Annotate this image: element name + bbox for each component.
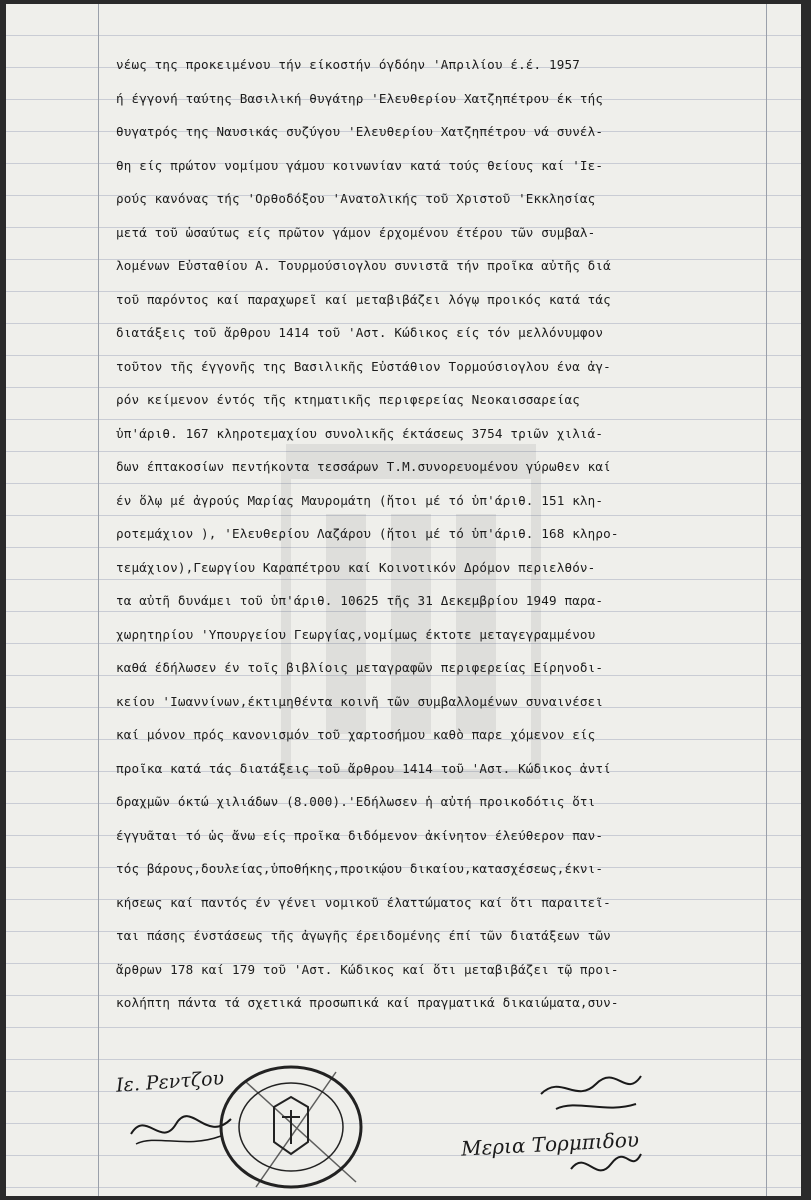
left-signature: Ιε. Ρεντζου [115,1067,225,1097]
text-line: προῖκα κατά τάς διατάξεις τοῦ ἄρθρου 1414 τοῦ 'Αστ. Κώδικος ἀντί [116,760,611,776]
document-page [6,4,801,1196]
right-margin-line [766,4,767,1196]
text-line: λομένων Εὐσταθίου Α. Τουρμούσιογλου συνιστᾶ τήν προῖκα αὐτῆς διά [116,258,611,273]
text-line: μετά τοῦ ὡσαύτως είς πρῶτον γάμον έρχομένου έτέρου τῶν συμβαλ- [116,224,596,240]
text-line: τοῦτον τῆς έγγονῆς της Βασιλικῆς Εὐστάθιον Τορμούσιογλου ένα ἀγ- [116,358,611,374]
signature-scribble-icon [536,1064,646,1124]
text-line: ρούς κανόνας τής 'Ορθοδόξου 'Ανατολικής τοῦ Χριστοῦ 'Εκκλησίας [116,191,596,206]
text-line: ροτεμάχιον ), 'Ελευθερίου Λαζάρου (ἤτοι μέ τό ὑπ'άριθ. 168 κληρο- [116,526,619,541]
text-line: ὑπ'άριθ. 167 κληροτεμαχίου συνολικῆς έκτάσεως 3754 τριῶν χιλιά- [116,425,604,441]
text-line: έγγυᾶται τό ὡς ἄνω είς προῖκα διδόμενον ἀκίνητον έλεύθερον παν- [116,827,604,843]
text-line: καί μόνον πρός κανονισμόν τοῦ χαρτοσήμου καθὸ παρε χόμενον είς [116,727,596,742]
text-line: διατάξεις τοῦ ἄρθρου 1414 τοῦ 'Αστ. Κώδικος είς τόν μελλόνυμφον [116,325,604,340]
text-line: τοῦ παρόντος καί παραχωρεῖ καί μεταβιβάζει λόγῳ προικός κατά τάς [116,291,611,307]
text-line: δων έπτακοσίων πεντήκοντα τεσσάρων Τ.Μ.συνορευομένου γύρωθεν καί [116,459,611,474]
text-line: καθά έδήλωσεν έν τοῖς βιβλίοις μεταγραφῶν περιφερείας Είρηνοδι- [116,660,604,675]
right-signature: Μερια Τορμπιδου [460,1127,640,1161]
text-line: κήσεως καί παντός έν γένει νομικοῦ έλαττώματος καί ὅτι παραιτεῖ- [116,894,611,910]
text-line: τεμάχιον),Γεωργίου Καραπέτρου καί Κοινοτικόν Δρόμον περιελθόν- [116,559,596,575]
text-line: τός βάρους,δουλείας,ὑποθήκης,προικῴου δικαίου,κατασχέσεως,έκνι- [116,861,604,876]
text-line: κολήπτη πάντα τά σχετικά προσωπικά καί πραγματικά δικαιώματα,συν- [116,995,619,1010]
text-line: κείου 'Ιωαννίνων,έκτιμηθέντα κοινῆ τῶν συμβαλλομένων συναινέσει [116,693,604,709]
text-line: ται πάσης ένστάσεως τῆς ἀγωγῆς έρειδομένης έπί τῶν διατάξεων τῶν [116,928,611,943]
text-line: δραχμῶν όκτώ χιλιάδων (8.000).'Εδήλωσεν ἡ αὐτή προικοδότις ὅτι [116,794,596,809]
notary-seal-stamp-icon [216,1062,366,1192]
text-line: νέως της προκειμένου τήν είκοστήν όγδόην 'Απριλίου έ.έ. 1957 [116,57,580,72]
text-line: ἄρθρων 178 καί 179 τοῦ 'Αστ. Κώδικος καί ὅτι μεταβιβάζει τῷ προι- [116,961,619,977]
text-line: τα αὐτῆ δυνάμει τοῦ ὑπ'άριθ. 10625 τῆς 31 Δεκεμβρίου 1949 παρα- [116,593,604,608]
text-line: θη είς πρώτον νομίμου γάμου κοινωνίαν κατά τούς θείους καί 'Ιε- [116,157,604,173]
text-line: ή έγγονή ταύτης Βασιλική θυγάτηρ 'Ελευθερίου Χατζηπέτρου έκ τής [116,90,604,106]
text-line: ρόν κείμενον έντός τῆς κτηματικῆς περιφερείας Νεοκαισσαρείας [116,392,580,407]
text-line: χωρητηρίου 'Υπουργείου Γεωργίας,νομίμως έκτοτε μεταγεγραμμένου [116,626,596,642]
left-margin-line [98,4,99,1196]
text-line: έν ὅλῳ μέ ἀγρούς Μαρίας Μαυρομάτη (ἤτοι μέ τό ὑπ'άριθ. 151 κλη- [116,492,604,508]
document-body [116,48,756,1020]
signature-scribble-icon [566,1144,646,1189]
text-line: θυγατρός της Ναυσικάς συζύγου 'Ελευθερίου Χατζηπέτρου νά συνέλ- [116,124,604,139]
